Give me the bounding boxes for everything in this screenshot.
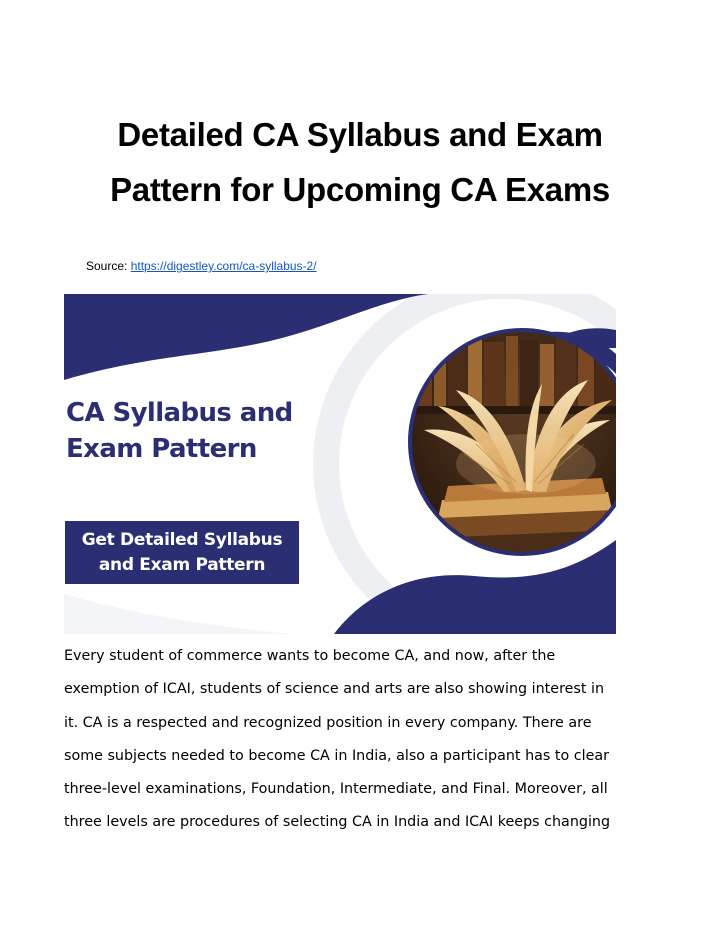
banner-heading-line-1: CA Syllabus and xyxy=(66,398,293,428)
banner-heading-line-2: Exam Pattern xyxy=(66,434,257,464)
source-label: Source: xyxy=(86,259,131,273)
body-line-2: exemption of ICAI, students of science and arts are also showing interest in xyxy=(64,681,605,698)
source-line xyxy=(86,258,317,274)
body-line-6: three levels are procedures of selecting CA in India and ICAI keeps changing xyxy=(64,814,611,831)
body-line-3: it. CA is a respected and recognized position in every company. There are xyxy=(64,714,592,731)
title-line-1: Detailed CA Syllabus and Exam xyxy=(117,116,603,153)
banner-cta-line-2: and Exam Pattern xyxy=(98,554,266,575)
title-line-2: Pattern for Upcoming CA Exams xyxy=(110,171,610,208)
source-link[interactable]: https://digestley.com/ca-syllabus-2/ xyxy=(130,259,317,273)
body-line-5: three-level examinations, Foundation, Intermediate, and Final. Moreover, all xyxy=(64,781,608,798)
body-line-4: some subjects needed to become CA in India, also a participant has to clear xyxy=(64,747,610,764)
banner-image xyxy=(64,294,616,634)
body-line-1: Every student of commerce wants to become CA, and now, after the xyxy=(64,648,556,664)
body-paragraph xyxy=(64,640,664,840)
banner-cta-box xyxy=(65,521,299,584)
page-title xyxy=(40,107,680,217)
banner-cta-line-1: Get Detailed Syllabus xyxy=(81,529,283,550)
banner-heading xyxy=(66,395,293,467)
